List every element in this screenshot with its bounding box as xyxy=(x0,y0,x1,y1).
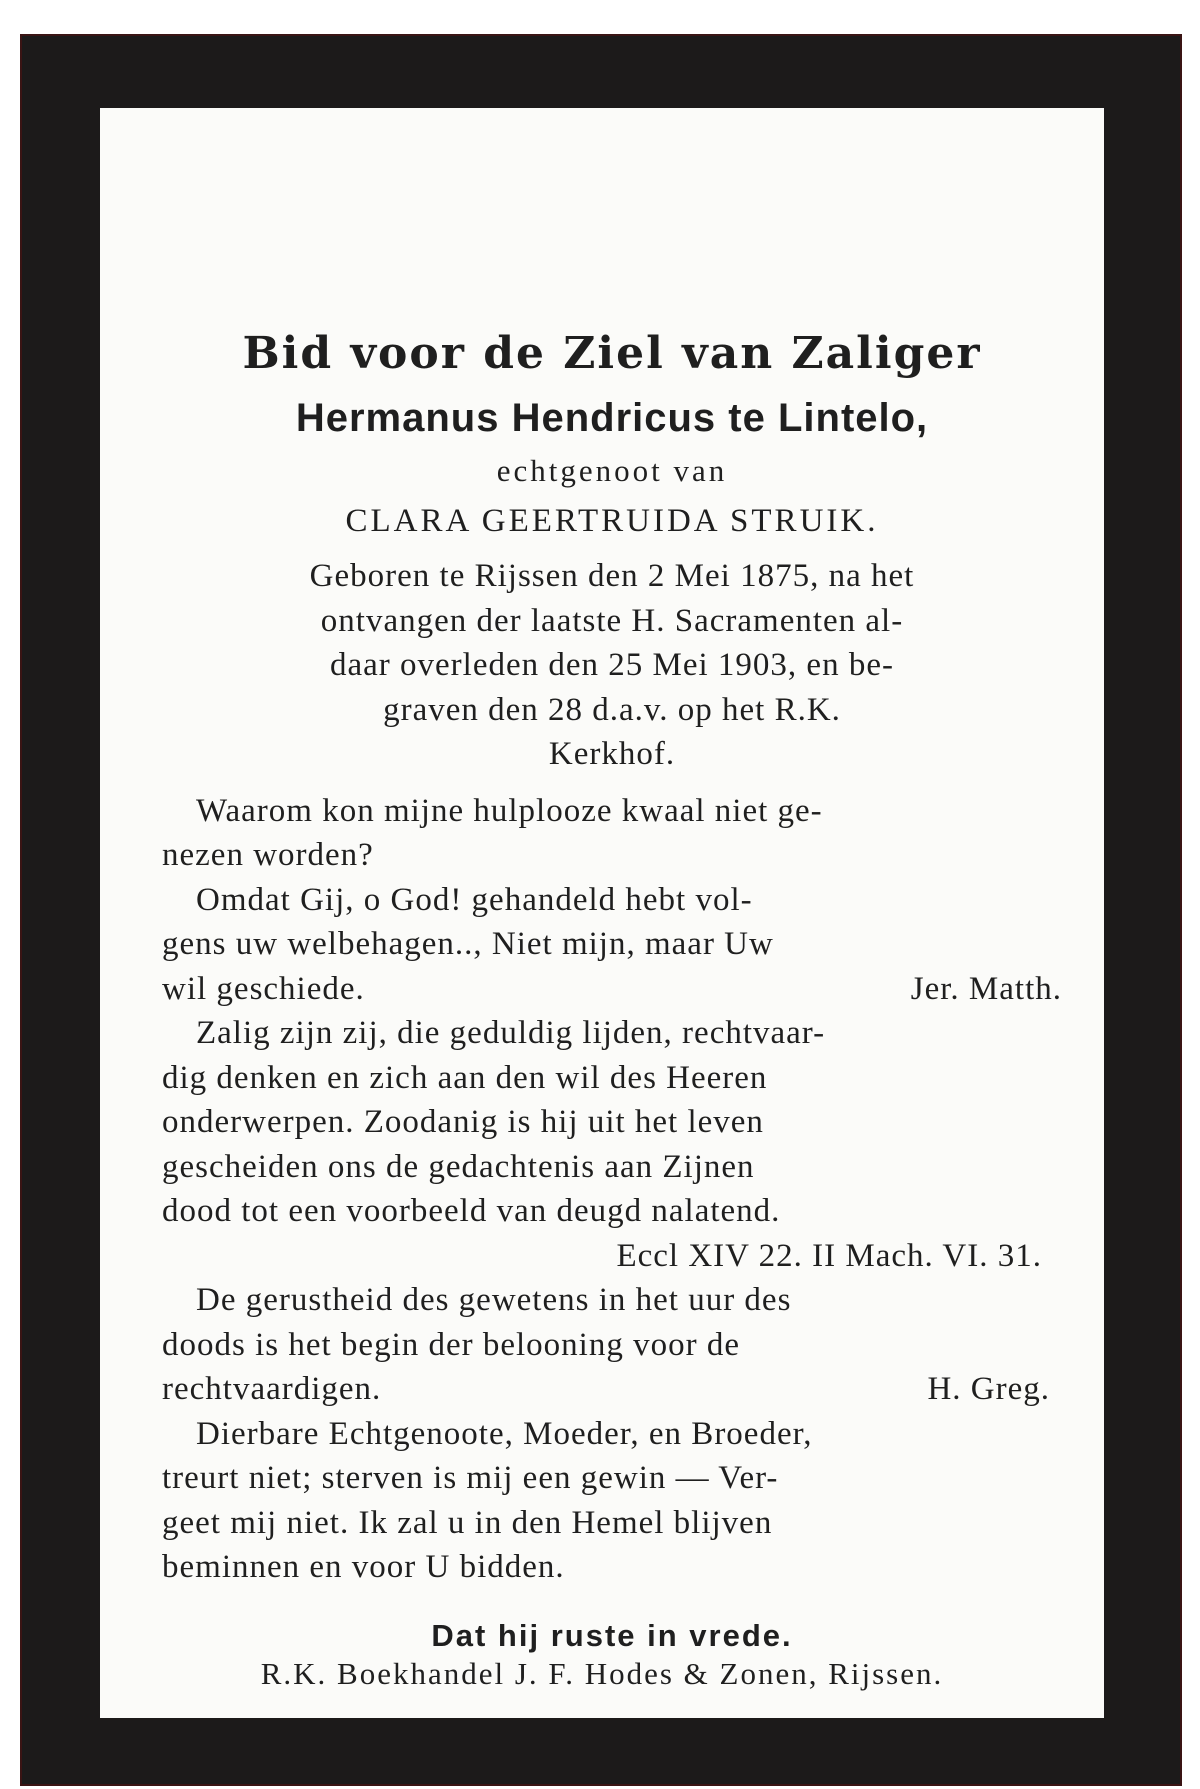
memorial-card xyxy=(100,108,1104,1718)
verse-line: dood tot een voorbeeld van deugd nalatend. xyxy=(162,1193,781,1229)
card-content xyxy=(162,322,1062,1658)
verse-conscience xyxy=(162,1278,1062,1412)
verse-line: De gerustheid des gewetens in het uur des xyxy=(196,1282,792,1318)
verse-line: nezen worden? xyxy=(162,837,374,873)
deceased-name: Hermanus Hendricus te Lintelo, xyxy=(295,396,929,440)
verse-line: Zalig zijn zij, die geduldig lijden, rechtvaar- xyxy=(196,1015,826,1051)
verse-line: gescheiden ons de gedachtenis aan Zijnen xyxy=(162,1148,755,1185)
notice-line: graven den 28 d.a.v. op het R.K. xyxy=(383,691,841,728)
verse-answer xyxy=(162,878,1062,1012)
verse-line: Waarom kon mijne hulplooze kwaal niet ge- xyxy=(196,792,823,829)
notice-line: ontvangen der laatste H. Sacramenten al- xyxy=(320,602,904,639)
spouse-name: CLARA GEERTRUIDA STRUIK. xyxy=(345,503,879,539)
verse-line: treurt niet; sterven is mij een gewin — Ver- xyxy=(162,1460,779,1496)
scripture-reference: H. Greg. xyxy=(927,1371,1050,1407)
verse-line: geet mij niet. Ik zal u in den Hemel blijven xyxy=(162,1504,773,1541)
verse-line-with-reference xyxy=(162,967,1062,1012)
scripture-reference: Jer. Matth. xyxy=(910,970,1062,1007)
verse-line: rechtvaardigen. xyxy=(162,1371,382,1407)
verse-line: beminnen en voor U bidden. xyxy=(162,1549,565,1585)
verse-line: onderwerpen. Zoodanig is hij uit het leven xyxy=(162,1104,764,1140)
verse-line: dig denken en zich aan den wil des Heeren xyxy=(162,1059,768,1096)
birth-death-notice xyxy=(162,554,1062,777)
spouse-label: echtgenoot van xyxy=(496,453,728,488)
verse-question xyxy=(162,789,1062,878)
card-heading: Bid voor de Ziel van Zaliger xyxy=(242,328,982,379)
verse-line: Omdat Gij, o God! gehandeld hebt vol- xyxy=(196,881,753,918)
farewell-message xyxy=(162,1412,1062,1590)
verse-line: Dierbare Echtgenoote, Moeder, en Broeder, xyxy=(196,1415,813,1452)
closing-line: Dat hij ruste in vrede. xyxy=(431,1617,793,1653)
verse-line-with-reference xyxy=(162,1367,1062,1412)
notice-line: daar overleden den 25 Mei 1903, en be- xyxy=(330,647,894,683)
notice-line: Kerkhof. xyxy=(548,736,676,772)
printer-imprint: R.K. Boekhandel J. F. Hodes & Zonen, Rijssen. xyxy=(260,1656,944,1691)
verse-line: doods is het begin der belooning voor de xyxy=(162,1326,740,1363)
verse-beatitude xyxy=(162,1011,1062,1278)
memorial-card-border xyxy=(20,34,1182,1786)
notice-line: Geboren te Rijssen den 2 Mei 1875, na het xyxy=(309,558,915,594)
scripture-reference: Eccl XIV 22. II Mach. VI. 31. xyxy=(616,1237,1042,1274)
verse-line: gens uw welbehagen.., Niet mijn, maar Uw xyxy=(162,926,774,962)
verse-line: wil geschiede. xyxy=(162,970,365,1007)
